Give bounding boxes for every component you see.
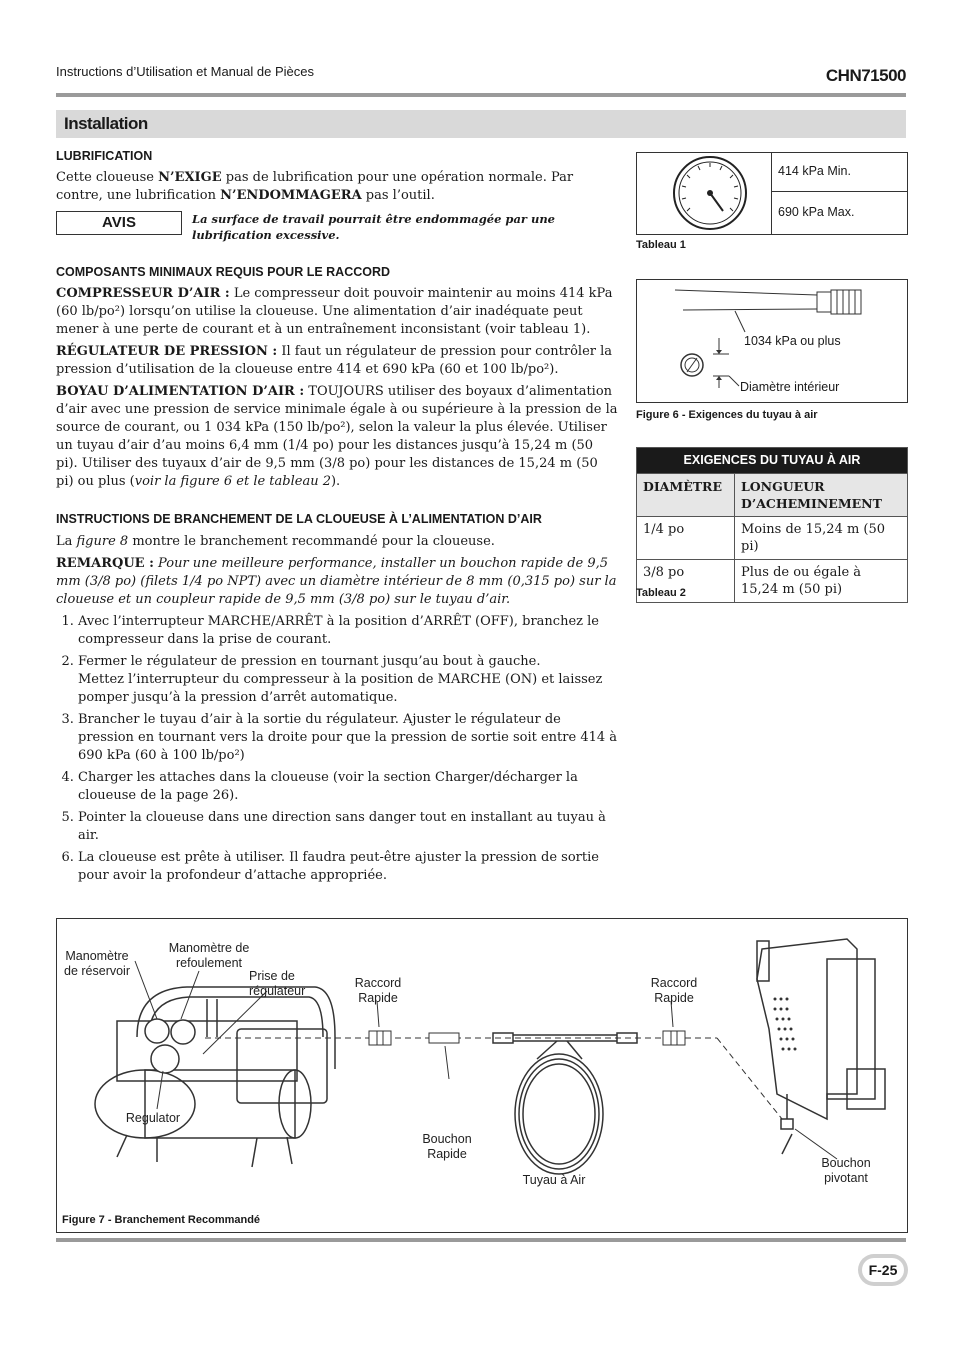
avis-label: AVIS [56,211,182,235]
table2-title: EXIGENCES DU TUYAU À AIR [637,448,908,474]
label-outlet-gauge: Manomètre de refoulement [168,941,250,970]
hose-paragraph: BOYAU D’ALIMENTATION D’AIR : TOUJOURS utiliser des boyaux d’alimentation d’air avec une pression de service minimale égale à ou supérieure à la pression de la source de courant, ou 1 034 kPa (150 lb/po²), selon la valeur la plus élevée. Utiliser un tuyau d’air d’au moins 6,4 mm (1/4 po) pour les distances jusqu’à 15,24 m (50 pi). Utiliser des tuyaux d’air de 9,5 mm (3/8 po) pour les distances de 15,24 m (50 pi) ou plus (voir la figure 6 et le tableau 2). [56,384,618,489]
figure6-hose-requirements [636,279,908,403]
step-item: 6. La cloueuse est prête à utiliser. Il faudra peut-être ajuster la pression de sortie pour avoir la profondeur d’attache appropriée. [78,849,618,885]
pressure-gauge-icon [637,153,771,234]
hose-requirements-table [636,447,908,603]
header-manual-title: Instructions d’Utilisation et Manual de Pièces [56,64,314,79]
compressor-illustration [95,987,335,1167]
table2-container [636,447,908,603]
lubrication-heading: LUBRIFICATION [56,149,153,163]
connection-note: REMARQUE : Pour une meilleure performance, installer un bouchon rapide de 9,5 mm (3/8 po) (filets 1/4 po NPT) avec un diamètre intérieur de 8 mm (0,315 po) sur la cloueuse et un coupleur rapide de 9,5 mm (3/8 po) sur le tuyau d’air. [56,556,617,607]
outlet-gauge-icon [171,1020,195,1044]
label-swivel-plug: Bouchon pivotant [821,1156,871,1185]
regulator-paragraph: RÉGULATEUR DE PRESSION : Il faut un régulateur de pression pour contrôler la pression d’utilisation de la cloueuse entre 414 et 690 kPa (60 et 100 lb/po²). [56,344,613,377]
table1-gauge-cell [637,153,772,234]
compressor-paragraph: COMPRESSEUR D’AIR : Le compresseur doit pouvoir maintenir au moins 414 kPa (60 lb/po²) lorsqu’on utilise la cloueuse. Une alimentation d’air inadéquate peut mener à une perte de courant et à un entraînement inconsistant (voir tableau 1). [56,286,613,337]
label-quick-plug: Bouchon Rapide [422,1132,472,1161]
step-item: 4. Charger les attaches dans la cloueuse (voir la section Charger/décharger la cloueuse de la page 26). [78,769,618,805]
header-model-number: CHN71500 [825,66,906,85]
avis-text: La surface de travail pourrait être endommagée par une lubrification excessive. [192,212,555,242]
tank-gauge-icon [145,1019,169,1043]
table1-pressure-gauge [636,152,908,235]
section-title: Installation [64,114,148,133]
table2-col-length: LONGUEUR D’ACHEMINEMENT [735,474,908,517]
figure6-diameter-label: Diamètre intérieur [740,380,840,394]
left-column [56,149,618,889]
figure7-caption: Figure 7 - Branchement Recommandé [62,1214,261,1226]
step-item: 1. Avec l’interrupteur MARCHE/ARRÊT à la position d’ARRÊT (OFF), branchez le compresseur dans la prise de courant. [78,613,618,649]
table2-caption: Tableau 2 [636,587,686,599]
table2-cell: Moins de 15,24 m (50 pi) [735,517,908,560]
bottom-rule [56,1238,906,1242]
components-heading: COMPOSANTS MINIMAUX REQUIS POUR LE RACCORD [56,265,391,279]
table2-cell: Plus de ou égale à 15,24 m (50 pi) [735,560,908,603]
step-item: 5. Pointer la cloueuse dans une direction sans danger tout en installant au tuyau à air. [78,809,618,845]
figure7-recommended-connection [56,918,908,1233]
label-regulator: Regulator [125,1111,181,1125]
air-hose-coil-icon [493,1033,637,1174]
table-row [637,517,908,560]
lubrication-paragraph: Cette cloueuse N’EXIGE pas de lubrification pour une opération normale. Par contre, une lubrification N’ENDOMMAGERA pas l’outil. [56,170,574,203]
connection-heading: INSTRUCTIONS DE BRANCHEMENT DE LA CLOUEUSE À L’ALIMENTATION D’AIR [56,512,542,526]
table1-caption: Tableau 1 [636,239,686,251]
top-rule [56,93,906,97]
page-number: F-25 [862,1258,904,1282]
page-number-badge [858,1254,908,1286]
table2-cell: 1/4 po [637,517,735,560]
label-regulator-outlet: Prise de régulateur [249,969,306,998]
label-coupler-1: Raccord Rapide [354,976,402,1005]
table1-max: 690 kPa Max. [778,205,855,219]
figure6-caption: Figure 6 - Exigences du tuyau à air [636,409,818,421]
table1-min: 414 kPa Min. [778,164,851,178]
connection-intro: La figure 8 montre le branchement recommandé pour la cloueuse. [56,534,495,549]
avis-notice [56,211,618,243]
nailer-illustration [757,939,885,1154]
connection-steps [56,613,618,885]
label-air-hose: Tuyau à Air [522,1173,586,1187]
table2-cell: 3/8 po [637,560,735,603]
table1-divider [771,191,907,192]
step-item: 3. Brancher le tuyau d’air à la sortie du régulateur. Ajuster le régulateur de pression en tournant vers la droite pour que la pression de sortie soit entre 414 à 690 kPa (60 à 100 lb/po²) [78,711,618,765]
label-coupler-2: Raccord Rapide [650,976,698,1005]
step-item: 2. Fermer le régulateur de pression en tournant jusqu’au bout à gauche. Mettez l’interrupteur du compresseur à la position de MARCHE (ON) et laissez pomper jusqu’à la pression d’arrêt automatique. [78,653,618,707]
table2-col-diameter: DIAMÈTRE [637,474,735,517]
section-bar [56,110,906,138]
figure6-pressure-label: 1034 kPa ou plus [744,334,841,348]
label-tank-gauge: Manomètre de réservoir [64,949,130,978]
